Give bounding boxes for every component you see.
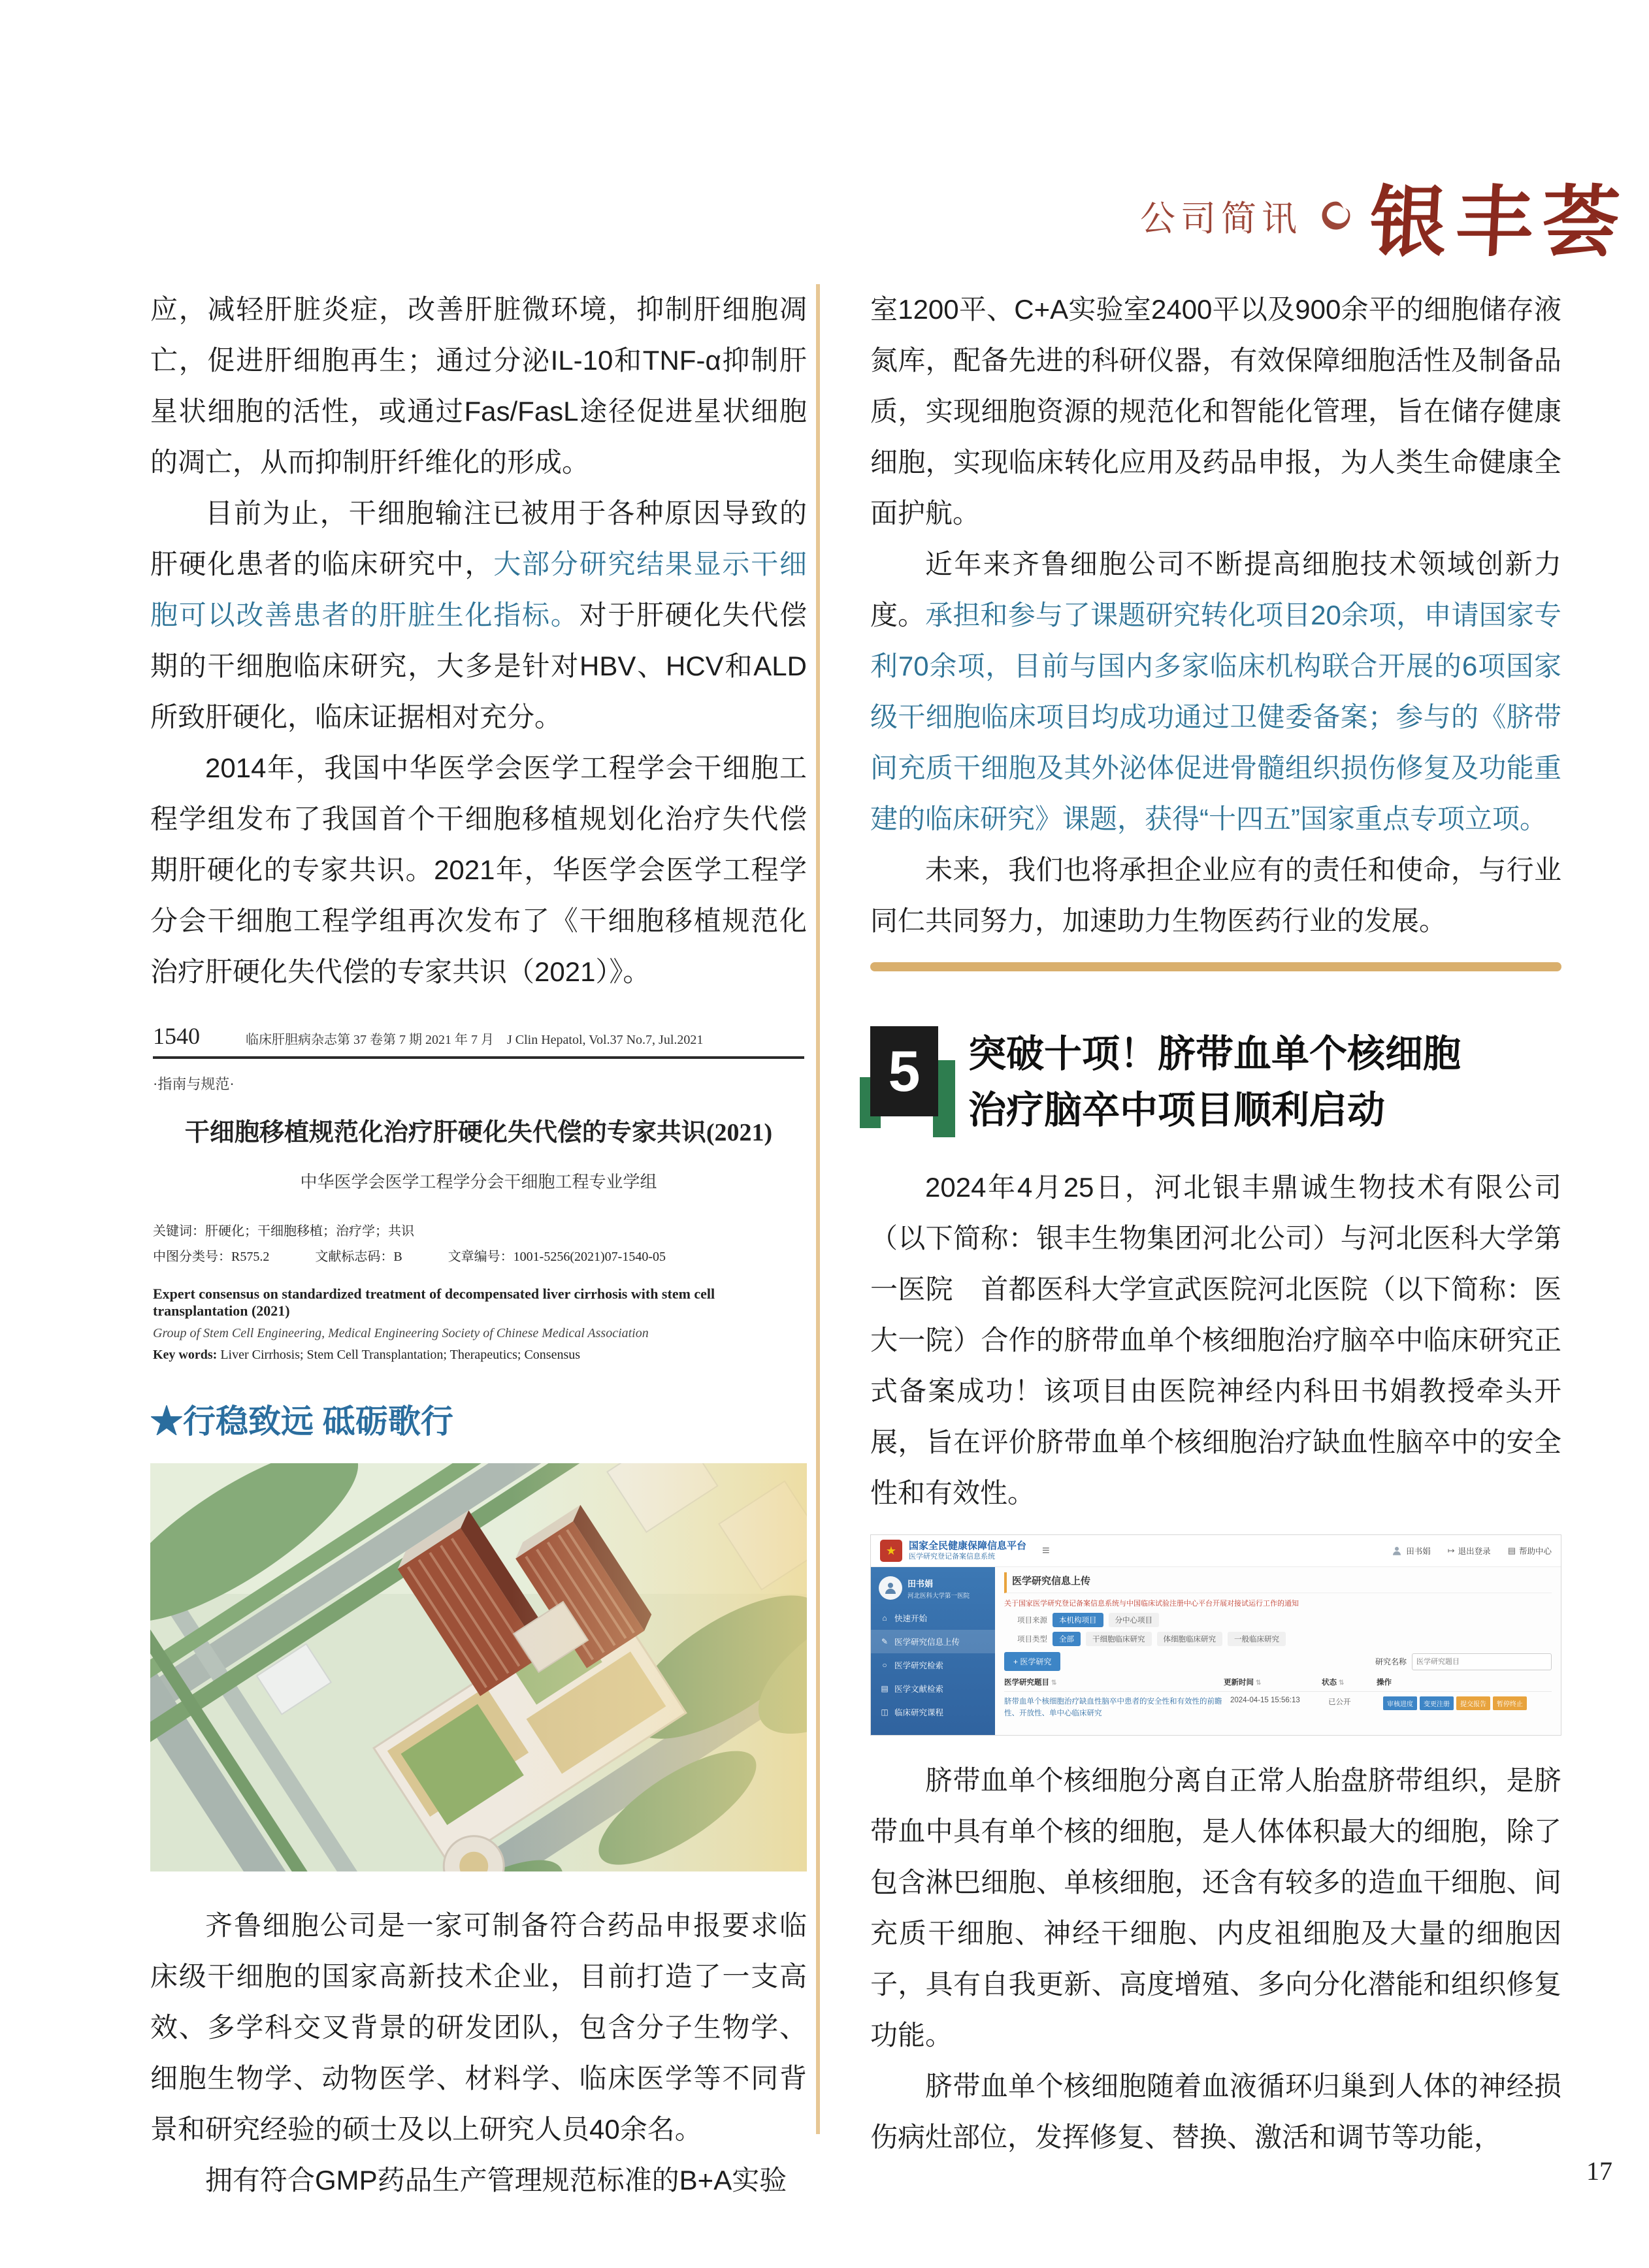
sidebar-profile bbox=[871, 1572, 995, 1606]
sidebar-item-quick-start[interactable]: ⌂ 快速开始 bbox=[871, 1606, 995, 1630]
section5-header bbox=[870, 1026, 1561, 1139]
page-number: 17 bbox=[1586, 2156, 1612, 2186]
filter-own-institution-button[interactable]: 本机构项目 bbox=[1053, 1613, 1103, 1627]
sidebar-item-clinical-course[interactable]: ◫ 临床研究课程 bbox=[881, 1708, 944, 1717]
paragraph-gmp-lab: 拥有符合GMP药品生产管理规范标准的B+A实验 bbox=[205, 2165, 787, 2195]
journal-masthead: 临床肝胆病杂志第 37 卷第 7 期 2021 年 7 月 J Clin Hepatol, Vol.37 No.7, Jul.2021 bbox=[246, 1033, 704, 1047]
paragraph-mnc-function: 脐带血单个核细胞随着血液循环归巢到人体的神经损伤病灶部位，发挥修复、替换、激活和调节等功能， bbox=[870, 2071, 1561, 2152]
suspend-terminate-button[interactable]: 暂停终止 bbox=[1493, 1696, 1527, 1710]
journal-org: 中华医学会医学工程学分会干细胞工程专业学组 bbox=[300, 1173, 657, 1191]
journal-en-keywords: Key words: Liver Cirrhosis; Stem Cell Transplantation; Therapeutics; Consensus bbox=[153, 1348, 581, 1362]
subsection-heading: ★行稳致远 砥砺歌行 bbox=[150, 1403, 453, 1440]
platform-screenshot bbox=[870, 1534, 1561, 1736]
pencil-icon: ✎ bbox=[881, 1637, 889, 1646]
platform-topbar bbox=[871, 1535, 1561, 1567]
filter-general-button[interactable]: 一般临床研究 bbox=[1228, 1632, 1286, 1646]
research-title-link[interactable]: 脐带血单个核细胞治疗缺血性脑卒中患者的安全性和有效性的前瞻性、开放性、单中心临床研究 bbox=[1004, 1698, 1222, 1717]
paragraph-future: 未来，我们也将承担企业应有的责任和使命，与行业同仁共同努力，加速助力生物医药行业的发展。 bbox=[870, 854, 1561, 936]
journal-en-org: Group of Stem Cell Engineering, Medical Engineering Society of Chinese Medical Association bbox=[153, 1326, 649, 1340]
change-registration-button[interactable]: 变更注册 bbox=[1420, 1696, 1454, 1710]
user-avatar-icon bbox=[1391, 1545, 1403, 1557]
filter-somatic-button[interactable]: 体细胞临床研究 bbox=[1157, 1632, 1223, 1646]
page-header bbox=[1140, 163, 1649, 268]
platform-subtitle: 医学研究登记备案信息系统 bbox=[909, 1552, 995, 1561]
section-separator bbox=[870, 962, 1561, 971]
table-row bbox=[1004, 1692, 1552, 1720]
col-updated[interactable]: 更新时间 bbox=[1224, 1679, 1254, 1687]
journal-en-title: Expert consensus on standardized treatment of decompensated liver cirrhosis with stem cell transplantation (2021) bbox=[153, 1286, 715, 1319]
help-center-button[interactable]: ▤ 帮助中心 bbox=[1507, 1546, 1552, 1556]
paragraph-mnc-description: 脐带血单个核细胞分离自正常人胎盘脐带组织，是脐带血中具有单个核的细胞，是人体体积最大的细胞，除了包含淋巴细胞、单核细胞，还含有较多的造血干细胞、间充质干细胞、神经干细胞、内皮祖细胞及大量的细胞因子，具有自我更新、高度增殖、多向分化潜能和组织修复功能。 bbox=[870, 1765, 1561, 2050]
paragraph-labs-storage: 室1200平、C+A实验室2400平以及900余平的细胞储存液氮库，配备先进的科研仪器，有效保障细胞活性及制备品质，实现细胞资源的规范化和智能化管理，旨在储存健康细胞，实现临床转化应用及药品申报，为人类生命健康全面护航。 bbox=[870, 294, 1561, 528]
col-actions: 操作 bbox=[1377, 1679, 1392, 1687]
journal-title: 干细胞移植规范化治疗肝硬化失代偿的专家共识(2021) bbox=[184, 1119, 773, 1146]
journal-page-number: 1540 bbox=[153, 1023, 200, 1049]
journal-clipping bbox=[150, 1017, 807, 1368]
sidebar-item-research-search[interactable]: ○ 医学研究检索 bbox=[871, 1653, 995, 1677]
highlighted-text: 承担和参与了课题研究转化项目20余项，申请国家专利70余项，目前与国内多家临床机构联合开展的6项国家级干细胞临床项目均成功通过卫健委备案；参与的《脐带间充质干细胞及其外泌体促进骨髓组织损伤修复及功能重建的临床研究》课题，获得“十四五”国家重点专项立项。 bbox=[870, 600, 1561, 834]
paragraph-filing-success: 2024年4月25日，河北银丰鼎诚生物技术有限公司（以下简称：银丰生物集团河北公司）与河北医科大学第一医院 首都医科大学宣武医院河北医院（以下简称：医大一院）合作的脐带血单个核细胞治疗脑卒中临床研究正式备案成功！该项目由医院神经内科田书娟教授牵头开展，旨在评价脐带血单个核细胞治疗缺血性脑卒中的安全性和有效性。 bbox=[870, 1172, 1561, 1508]
submit-report-button[interactable]: 提交报告 bbox=[1456, 1696, 1490, 1710]
filter-source-label: 项目来源 bbox=[1017, 1617, 1047, 1625]
platform-main bbox=[995, 1567, 1561, 1735]
platform-notice-link[interactable]: 关于国家医学研究登记备案信息系统与中国临床试验注册中心平台开展对接试运行工作的通知 bbox=[1004, 1600, 1299, 1608]
section5-title: 突破十项！脐带血单个核细胞 治疗脑卒中项目顺利启动 bbox=[968, 1033, 1461, 1131]
national-emblem-icon: ★ bbox=[880, 1540, 902, 1562]
search-name-label: 研究名称 bbox=[1375, 1657, 1407, 1666]
left-column bbox=[150, 284, 807, 2206]
home-icon: ⌂ bbox=[882, 1613, 887, 1623]
col-research-title[interactable]: 医学研究题目 bbox=[1004, 1679, 1049, 1687]
table-header-row bbox=[1004, 1677, 1552, 1692]
paragraph-company-profile: 齐鲁细胞公司是一家可制备符合药品申报要求临床级干细胞的国家高新技术企业，目前打造了一支高效、多学科交叉背景的研发团队，包含分子生物学、细胞生物学、动物医学、材料学、临床医学等不同背景和研究经验的硕士及以上研究人员40余名。 bbox=[150, 1910, 807, 2145]
building-aerial-image bbox=[150, 1463, 807, 1871]
paragraph-clinical-studies: 目前为止，干细胞输注已被用于各种原因导致的肝硬化患者的临床研究中，大部分研究结果显示干细胞可以改善患者的肝脏生化指标。对于肝硬化失代偿期的干细胞临床研究，大多是针对HBV、HCV和ALD所致肝硬化，临床证据相对充分。 bbox=[150, 498, 807, 732]
col-status[interactable]: 状态 bbox=[1322, 1679, 1337, 1687]
paragraph-consensus-history: 2014年，我国中华医学会医学工程学会干细胞工程学组发布了我国首个干细胞移植规划化治疗失代偿期肝硬化的专家共识。2021年，华医学会医学工程学分会干细胞工程学组再次发布了《干细胞移植规范化治疗肝硬化失代偿的专家共识（2021）》。 bbox=[150, 753, 807, 987]
sort-icon[interactable]: ⇅ bbox=[1051, 1679, 1057, 1687]
platform-title: 国家全民健康保障信息平台 bbox=[909, 1540, 1027, 1551]
research-title-search-input[interactable] bbox=[1412, 1653, 1552, 1670]
paragraph-liver-mechanism: 应，减轻肝脏炎症，改善肝脏微环境，抑制肝细胞凋亡，促进肝细胞再生；通过分泌IL-10和TNF-α抑制肝星状细胞的活性，或通过Fas/FasL途径促进星状细胞的凋亡，从而抑制肝纤维化的形成。 bbox=[150, 294, 807, 478]
section5-number: 5 bbox=[888, 1039, 921, 1103]
menu-toggle-icon[interactable]: ≡ bbox=[1042, 1543, 1050, 1558]
journal-article-no: 文章编号：1001-5256(2021)07-1540-05 bbox=[448, 1250, 666, 1264]
search-icon: ○ bbox=[882, 1660, 887, 1670]
person-icon bbox=[883, 1580, 898, 1596]
sidebar-item-literature-search[interactable]: ▤ 医学文献检索 bbox=[881, 1684, 944, 1694]
highlighted-text: 大部分研究结果显示干细胞可以改善患者的肝脏生化指标。 bbox=[150, 549, 807, 630]
filter-stemcell-button[interactable]: 干细胞临床研究 bbox=[1086, 1632, 1152, 1646]
swirl-logo-icon bbox=[1319, 199, 1353, 233]
row-status-badge: 已公开 bbox=[1328, 1698, 1351, 1706]
platform-page-title: 医学研究信息上传 bbox=[1004, 1572, 1552, 1593]
section-label: 公司简讯 bbox=[1140, 199, 1302, 238]
logout-button[interactable]: ↦ 退出登录 bbox=[1447, 1546, 1491, 1556]
filter-subcenter-button[interactable]: 分中心项目 bbox=[1109, 1613, 1160, 1627]
journal-column-tag: ·指南与规范· bbox=[153, 1076, 235, 1092]
journal-clc: 中图分类号：R575.2 bbox=[153, 1250, 270, 1264]
help-icon: ▤ bbox=[1507, 1546, 1516, 1555]
section5-badge bbox=[870, 1026, 942, 1124]
logout-icon: ↦ bbox=[1447, 1546, 1455, 1555]
sidebar-item-research-upload[interactable]: ✎ 医学研究信息上传 bbox=[871, 1630, 995, 1653]
topbar-user[interactable]: 田书娟 bbox=[1391, 1545, 1431, 1557]
right-column bbox=[870, 284, 1561, 2163]
platform-sidebar bbox=[871, 1567, 995, 1735]
journal-keywords: 关键词：肝硬化；干细胞移植；治疗学；共识 bbox=[153, 1224, 414, 1239]
sidebar-user-name: 田书娟 bbox=[907, 1578, 934, 1589]
sort-icon[interactable]: ⇅ bbox=[1256, 1679, 1262, 1687]
journal-rule bbox=[153, 1056, 804, 1059]
add-research-button[interactable]: + 医学研究 bbox=[1004, 1652, 1060, 1671]
paragraph-innovation: 近年来齐鲁细胞公司不断提高细胞技术领域创新力度。承担和参与了课题研究转化项目20余项，申请国家专利70余项，目前与国内多家临床机构联合开展的6项国家级干细胞临床项目均成功通过卫健委备案；参与的《脐带间充质干细胞及其外泌体促进骨髓组织损伤修复及功能重建的临床研究》课题，获得“十四五”国家重点专项立项。 bbox=[870, 549, 1561, 834]
book-icon: ◫ bbox=[881, 1708, 889, 1717]
review-progress-button[interactable]: 审核进度 bbox=[1383, 1696, 1417, 1710]
filter-type-label: 项目类型 bbox=[1017, 1636, 1047, 1644]
building-aerial-svg bbox=[150, 1463, 807, 1871]
filter-all-button[interactable]: 全部 bbox=[1053, 1632, 1081, 1646]
sidebar-avatar bbox=[879, 1576, 902, 1600]
journal-doc-code: 文献标志码：B bbox=[315, 1250, 402, 1264]
document-icon: ▤ bbox=[881, 1684, 889, 1693]
brand-calligraphy: 银丰荟 bbox=[1367, 176, 1631, 267]
column-divider bbox=[816, 284, 820, 2134]
sort-icon[interactable]: ⇅ bbox=[1339, 1679, 1345, 1687]
sidebar-user-org: 河北医科大学第一医院 bbox=[907, 1592, 970, 1600]
row-updated-time: 2024-04-15 15:56:13 bbox=[1230, 1696, 1300, 1704]
